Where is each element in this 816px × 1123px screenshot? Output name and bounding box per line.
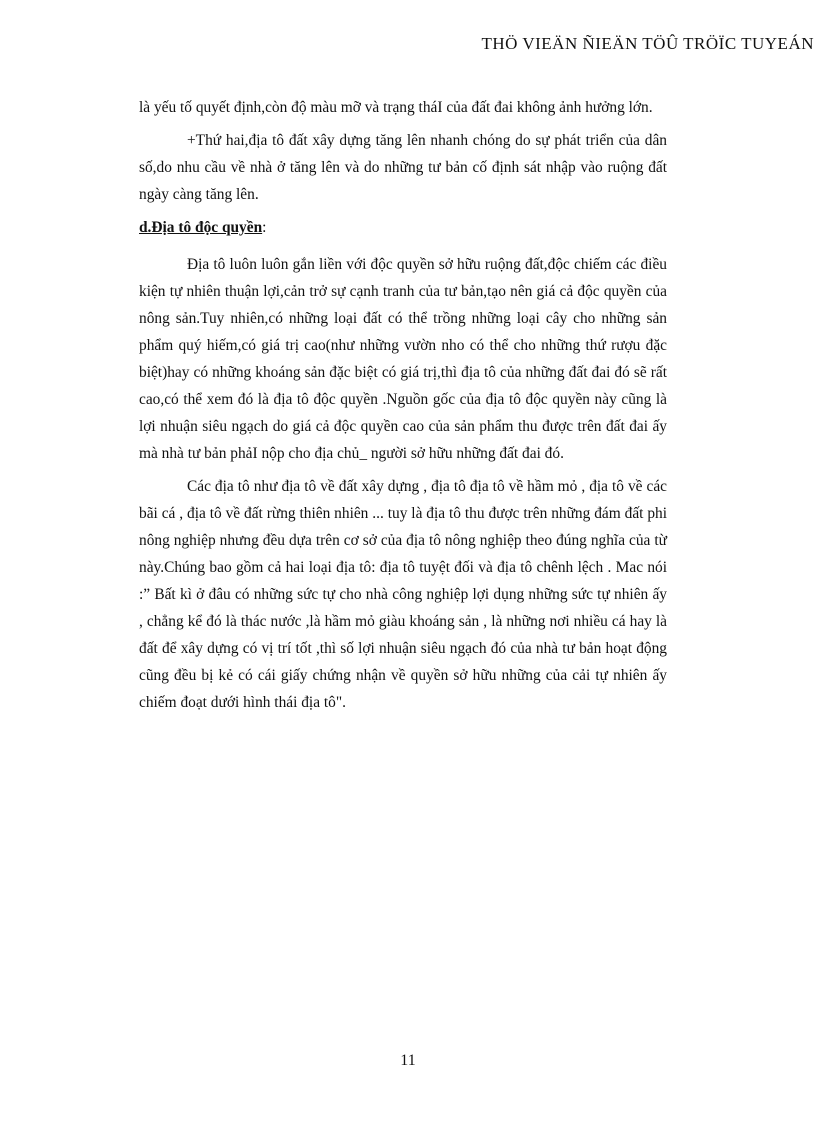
paragraph-second-point: +Thứ hai,địa tô đất xây dựng tăng lên nhanh chóng do sự phát triển của dân số,do nhu cầu về nhà ở tăng lên và do những tư bản cố định sát nhập vào ruộng đất ngày càng tăng lên. (139, 132, 667, 203)
document-body (139, 94, 667, 722)
paragraph-other-rents: Các địa tô như địa tô về đất xây dựng , địa tô địa tô về hầm mỏ , địa tô về các bãi cá , địa tô về đất rừng thiên nhiên ... tuy là địa tô thu được trên những đám đất phi nông nghiệp nhưng đều dựa trên cơ sở của địa tô nông nghiệp theo đúng nghĩa của từ này.Chúng bao gồm cả hai loại địa tô: địa tô tuyệt đối và địa tô chênh lệch . Mac nói :” Bất kì ở đâu có những sức tự cho nhà công nghiệp lợi dụng những sức tự nhiên ấy , chẳng kể đó là thác nước ,là hầm mỏ giàu khoáng sản , là những nơi nhiều cá hay là đất để xây dựng có vị trí tốt ,thì số lợi nhuận siêu ngạch đó của nhà tư bản hoạt động cũng đều bị kẻ có cái giấy chứng nhận về quyền sở hữu những của cải tự nhiên ấy chiếm đoạt dưới hình thái địa tô". (139, 478, 667, 711)
paragraph-continuation: là yếu tố quyết định,còn độ màu mỡ và trạng tháI của đất đai không ảnh hưởng lớn. (139, 99, 653, 116)
section-title-suffix: : (262, 219, 267, 236)
section-title: d.Địa tô độc quyền (139, 219, 263, 236)
page-number: 11 (400, 1052, 416, 1069)
section-heading (139, 214, 667, 241)
page-header: THÖ VIEÄN ÑIEÄN TÖÛ TRÖÏC TUYEÁN (481, 34, 814, 53)
paragraph-monopoly-rent: Địa tô luôn luôn gắn liền với độc quyền sở hữu ruộng đất,độc chiếm các điều kiện tự nhiên thuận lợi,cản trở sự cạnh tranh của tư bản,tạo nên giá cả độc quyền của nông sản.Tuy nhiên,có những loại đất có thể trồng những loại cây cho những sản phẩm quý hiếm,có giá trị cao(như những vườn nho có thể cho những thứ rượu đặc biệt)hay có những khoáng sản đặc biệt có giá trị,thì địa tô của những đất đai đó sẽ rất cao,có thể xem đó là địa tô độc quyền .Nguồn gốc của địa tô độc quyền này cũng là lợi nhuận siêu ngạch do giá cả độc quyền cao của sản phẩm thu được trên đất đai ấy mà nhà tư bản phảI nộp cho địa chủ_ người sở hữu những đất đai đó. (139, 256, 667, 462)
